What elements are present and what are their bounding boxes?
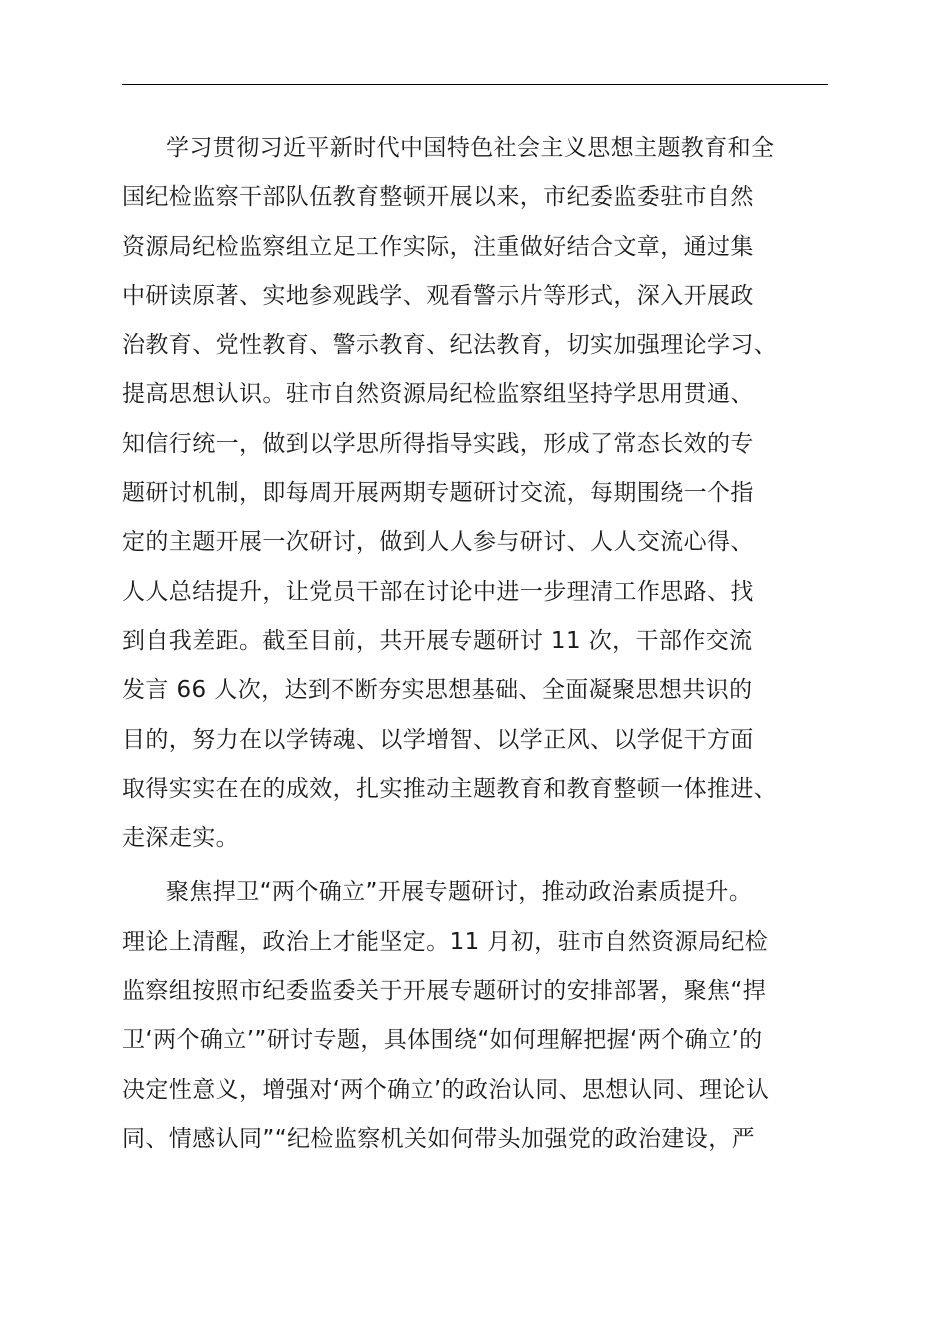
paragraph-line: 发言 66 人次，达到不断夯实思想基础、全面凝聚思想共识的 (122, 677, 753, 704)
paragraph-line: 定的主题开展一次研讨，做到人人参与研讨、人人交流心得、 (122, 529, 754, 556)
paragraph-1 (122, 124, 828, 863)
header-rule (122, 84, 828, 85)
paragraph-line: 资源局纪检监察组立足工作实际，注重做好结合文章，通过集 (122, 233, 754, 260)
section-heading-line: 聚焦捍卫“两个确立”开展专题研讨，推动政治素质提升。 (166, 879, 753, 906)
paragraph-line: 中研读原著、实地参观践学、观看警示片等形式，深入开展政 (122, 282, 754, 309)
paragraph-line: 题研讨机制，即每周开展两期专题研讨交流，每期围绕一个指 (122, 480, 754, 507)
paragraph-2 (122, 868, 828, 1164)
paragraph-line: 同、情感认同”“纪检监察机关如何带头加强党的政治建设，严 (122, 1125, 756, 1152)
paragraph-line: 监察组按照市纪委监委关于开展专题研讨的安排部署，聚焦“捍 (122, 978, 767, 1005)
paragraph-line: 国纪检监察干部队伍教育整顿开展以来，市纪委监委驻市自然 (122, 184, 754, 211)
paragraph-line: 理论上清醒，政治上才能坚定。11 月初，驻市自然资源局纪检 (122, 928, 769, 955)
paragraph-line: 提高思想认识。驻市自然资源局纪检监察组坚持学思用贯通、 (122, 381, 754, 408)
paragraph-line: 人人总结提升，让党员干部在讨论中进一步理清工作思路、找 (122, 578, 754, 605)
paragraph-line: 知信行统一，做到以学思所得指导实践，形成了常态长效的专 (122, 430, 754, 457)
paragraph-line: 治教育、党性教育、警示教育、纪法教育，切实加强理论学习、 (122, 332, 778, 359)
paragraph-line: 目的，努力在以学铸魂、以学增智、以学正风、以学促干方面 (122, 726, 754, 753)
paragraph-line: 卫‘两个确立’”研讨专题，具体围绕“如何理解把握‘两个确立’的 (122, 1027, 763, 1054)
paragraph-line: 到自我差距。截至目前，共开展专题研讨 11 次，干部作交流 (122, 627, 753, 654)
paragraph-line: 取得实实在在的成效，扎实推动主题教育和教育整顿一体推进、 (122, 775, 778, 802)
paragraph-line: 决定性意义，增强对‘两个确立’的政治认同、思想认同、理论认 (122, 1076, 770, 1103)
document-body (122, 124, 828, 1164)
paragraph-line: 学习贯彻习近平新时代中国特色社会主义思想主题教育和全 (166, 135, 775, 161)
paragraph-line: 走深走实。 (122, 825, 239, 852)
